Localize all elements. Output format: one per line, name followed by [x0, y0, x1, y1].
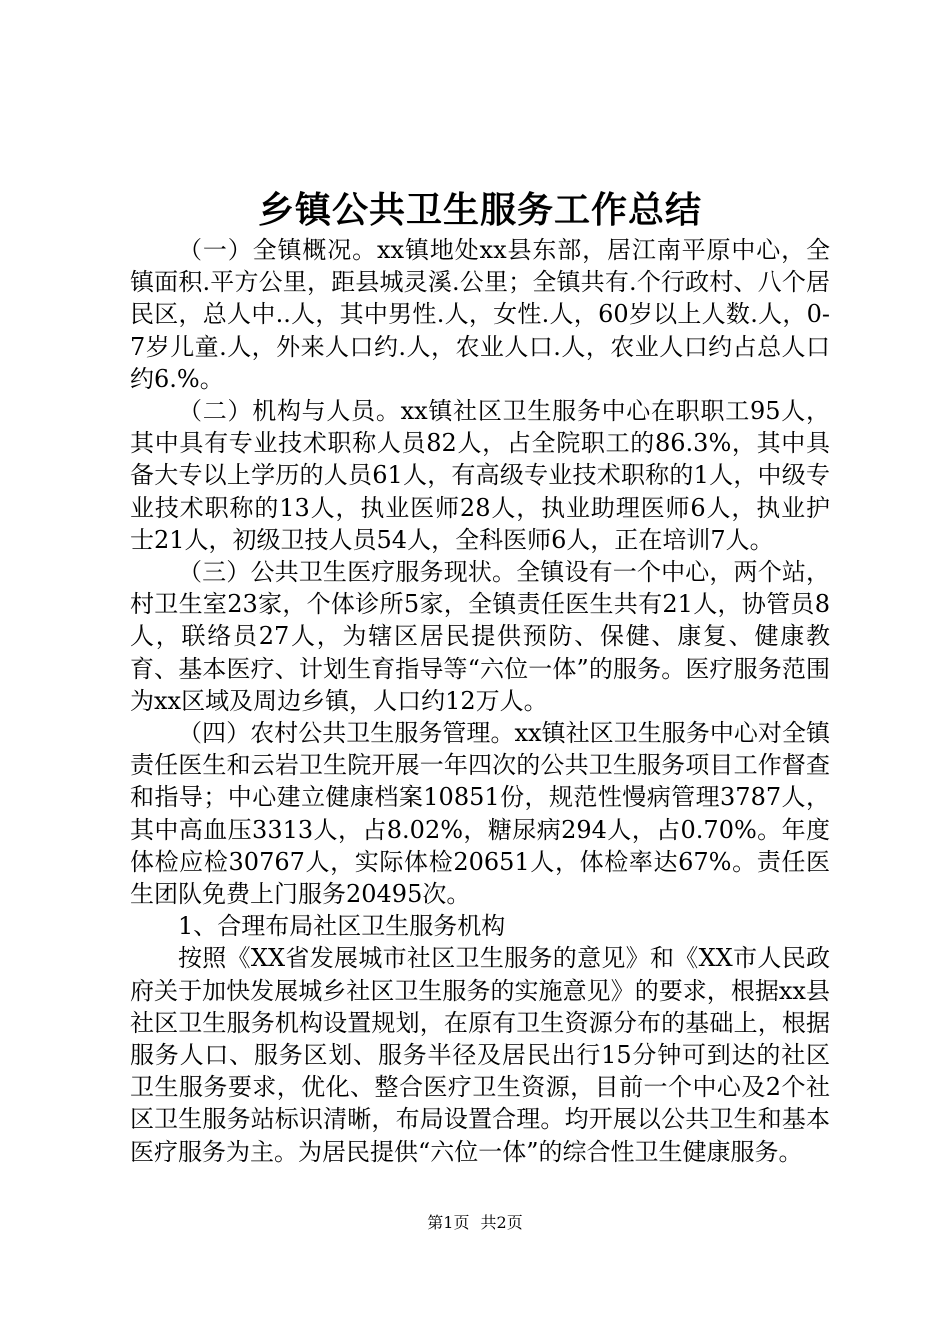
document-page — [130, 186, 830, 1168]
paragraph-service-status: （三）公共卫生医疗服务现状。全镇设有一个中心，两个站，村卫生室23家，个体诊所5家，全镇责任医生共有21人，协管员8人，联络员27人，为辖区居民提供预防、保健、康复、健康教育、基本医疗、计划生育指导等“六位一体”的服务。医疗服务范围为xx区域及周边乡镇，人口约12万人。 — [130, 558, 830, 715]
section-heading: 1、合理布局社区卫生服务机构 — [178, 912, 506, 941]
paragraph-layout: 按照《XX省发展城市社区卫生服务的意见》和《XX市人民政府关于加快发展城乡社区卫生服务的实施意见》的要求，根据xx县社区卫生服务机构设置规划，在原有卫生资源分布的基础上，根据服务人口、服务区划、服务半径及居民出行15分钟可到达的社区卫生服务要求，优化、整合医疗卫生资源，目前一个中心及2个社区卫生服务站标识清晰，布局设置合理。均开展以公共卫生和基本医疗服务为主。为居民提供“六位一体”的综合性卫生健康服务。 — [130, 944, 830, 1166]
paragraph-management: （四）农村公共卫生服务管理。xx镇社区卫生服务中心对全镇责任医生和云岩卫生院开展一年四次的公共卫生服务项目工作督查和指导；中心建立健康档案10851份，规范性慢病管理3787人，其中高血压3313人，占8.02%，糖尿病294人，占0.70%。年度体检应检30767人，实际体检20651人，体检率达67%。责任医生团队免费上门服务20495次。 — [130, 719, 830, 909]
document-title: 乡镇公共卫生服务工作总结 — [257, 189, 702, 231]
page-footer — [0, 1213, 950, 1233]
page-number-total: 共2页 — [480, 1213, 523, 1232]
page-number-current: 第1页 — [427, 1213, 470, 1232]
paragraph-staff: （二）机构与人员。xx镇社区卫生服务中心在职职工95人，其中具有专业技术职称人员82人，占全院职工的86.3%，其中具备大专以上学历的人员61人，有高级专业技术职称的1人，中级专业技术职称的13人，执业医师28人，执业助理医师6人，执业护士21人，初级卫技人员54人，全科医师6人，正在培训7人。 — [130, 397, 830, 554]
paragraph-overview: （一）全镇概况。xx镇地处xx县东部，居江南平原中心，全镇面积.平方公里，距县城灵溪.公里；全镇共有.个行政村、八个居民区，总人中..人，其中男性.人，女性.人，60岁以上人数.人，0-7岁儿童.人，外来人口约.人，农业人口.人，农业人口约占总人口约6.%。 — [130, 236, 830, 393]
